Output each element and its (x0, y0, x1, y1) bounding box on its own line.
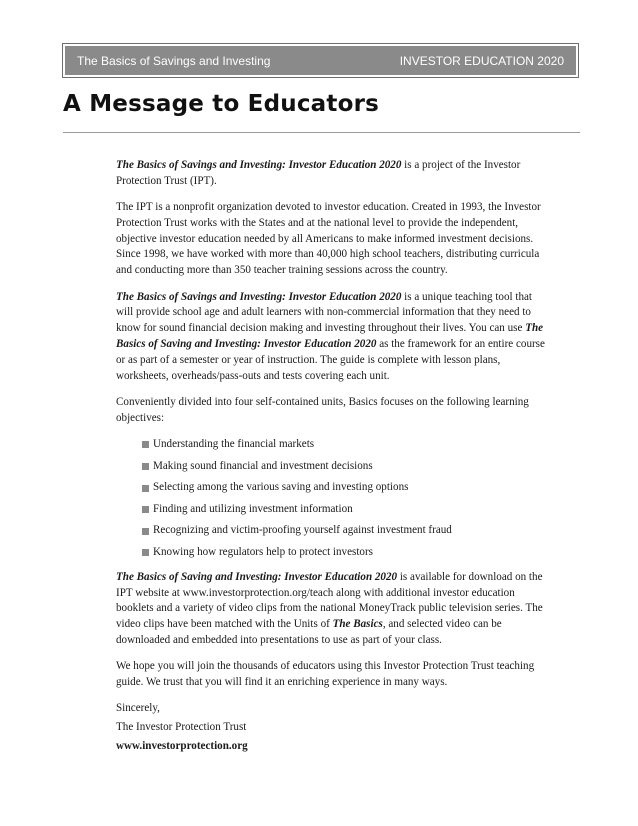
list-item (142, 459, 546, 475)
objective-text: Selecting among the various saving and investing options (153, 481, 409, 494)
publication-title: The Basics of Savings and Investing: Investor Education 2020 (116, 290, 402, 303)
salutation: Sincerely, (116, 702, 160, 715)
header-left-label: The Basics of Savings and Investing (77, 53, 271, 68)
square-bullet-icon (142, 528, 149, 535)
publication-title: The Basics of Saving and Investing: Investor Education 2020 (116, 322, 544, 350)
download-text-2: , and selected video can be downloaded and embedded into presentations to use as part of your class. (116, 618, 502, 646)
publication-title: The Basics of Saving and Investing: Investor Education 2020 (116, 570, 398, 583)
square-bullet-icon (142, 485, 149, 492)
closing-paragraph: We hope you will join the thousands of educators using this Investor Protection Trust teaching guide. We trust that you will find it an enriching experience in many ways. (116, 660, 535, 688)
letter-body (116, 158, 546, 758)
signature-block (116, 701, 546, 754)
objective-text: Finding and utilizing investment information (153, 502, 353, 515)
page-title: A Message to Educators (63, 91, 380, 117)
objectives-list (116, 437, 546, 561)
intro-paragraph (116, 158, 546, 190)
tool-text-1: is a unique teaching tool that will provide school age and adult learners with non-commercial information that they need to know for sound financial decision making and investing throughout their lives. You can use (116, 290, 533, 335)
list-item (142, 523, 546, 539)
list-item (142, 480, 546, 496)
website-link[interactable]: www.investorprotection.org (116, 739, 248, 752)
square-bullet-icon (142, 441, 149, 448)
objective-text: Knowing how regulators help to protect investors (153, 545, 373, 558)
list-item (142, 545, 546, 561)
download-paragraph (116, 570, 546, 649)
objective-text: Understanding the financial markets (153, 437, 315, 450)
objective-text: Making sound financial and investment decisions (153, 459, 373, 472)
header-bar (63, 44, 578, 77)
header-right-label: INVESTOR EDUCATION 2020 (399, 53, 564, 68)
title-divider (63, 132, 580, 133)
square-bullet-icon (142, 549, 149, 556)
square-bullet-icon (142, 463, 149, 470)
tool-text-2: as the framework for an entire course or as part of a semester or year of instruction. The guide is complete with lesson plans, worksheets, overheads/pass-outs and tests covering each unit. (116, 337, 545, 382)
download-text-1: is available for download on the IPT website at www.investorprotection.org/teach along with additional investor education booklets and a variety of video clips from the national MoneyTrack public television series. The video clips have been matched with the Units of (116, 570, 543, 631)
publication-title: The Basics of Savings and Investing: Investor Education 2020 (116, 159, 402, 171)
intro-text: is a project of the Investor Protection Trust (IPT). (116, 159, 521, 187)
list-item (142, 437, 546, 453)
short-title: The Basics (332, 618, 383, 631)
square-bullet-icon (142, 506, 149, 513)
tool-paragraph (116, 290, 546, 385)
signature-organization: The Investor Protection Trust (116, 721, 247, 734)
list-item (142, 502, 546, 518)
objectives-intro: Conveniently divided into four self-contained units, Basics focuses on the following learning objectives: (116, 395, 529, 424)
objective-text: Recognizing and victim-proofing yourself against investment fraud (153, 524, 452, 537)
ipt-paragraph: The IPT is a nonprofit organization devoted to investor education. Created in 1993, the Investor Protection Trust works with the States and at the national level to provide the independent, objective investor education needed by all Americans to make informed investment decisions. Since 1998, we have worked with more than 40,000 high school teachers, distributing curricula and conducting more than 350 teacher training sessions across the country. (116, 201, 541, 277)
